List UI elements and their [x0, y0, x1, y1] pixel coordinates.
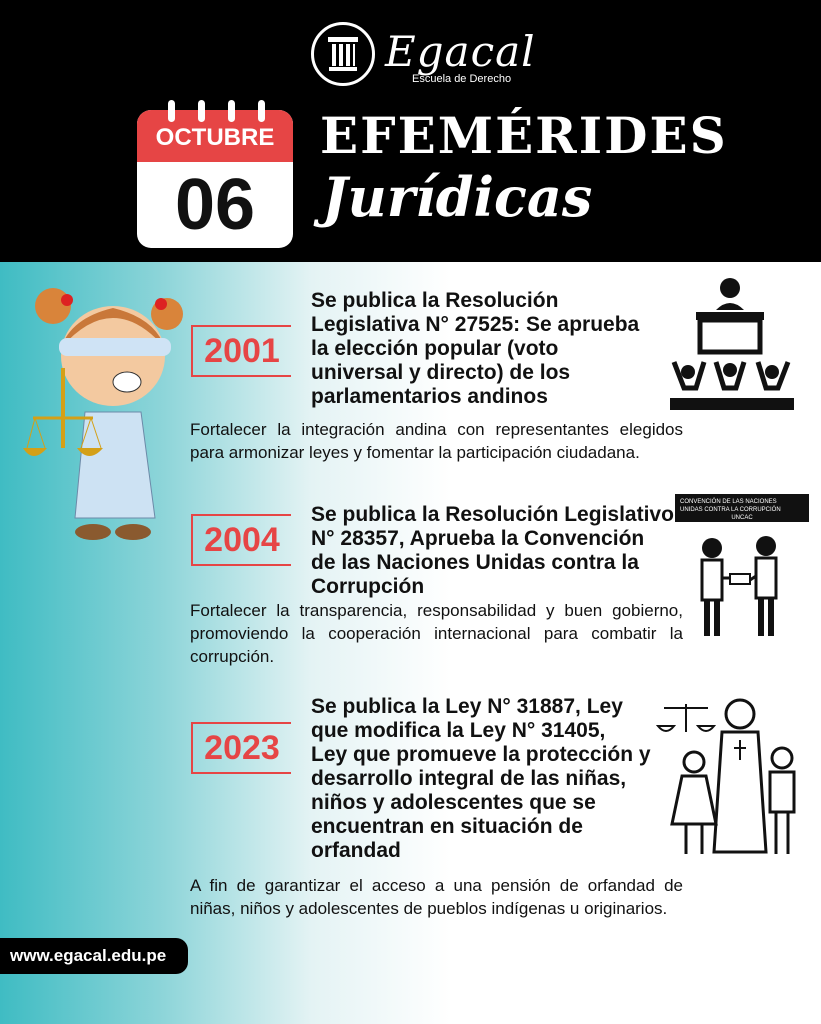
event-heading: Se publica la Resolución Legislativa N° 27525: Se aprueba la elección popular (voto universal y directo) de los parlamentarios andinos: [311, 289, 640, 408]
calendar-month: OCTUBRE: [155, 124, 275, 151]
calendar-widget: [137, 110, 293, 248]
brand-name: Egacal: [385, 27, 536, 76]
event-description: Fortalecer la transparencia, responsabilidad y buen gobierno, promoviendo la cooperación internacional para combatir la corrupción.: [190, 601, 683, 666]
event-description: Fortalecer la integración andina con representantes elegidos para armonizar leyes y fomentar la participación ciudadana.: [190, 420, 683, 462]
bribery-icon: [690, 530, 790, 640]
event-heading: Se publica la Resolución Legislativo N° 28357, Aprueba la Convención de las Naciones Unidas contra la Corrupción: [311, 503, 674, 598]
page-subtitle: Jurídicas: [322, 165, 593, 229]
event-heading: Se publica la Ley N° 31887, Ley que modifica la Ley N° 31405, Ley que promueve la protección y desarrollo integral de las niñas, niños y adolescentes que se encuentran en situación de orfandad: [311, 695, 651, 862]
calendar-ring: [258, 100, 265, 122]
website-link[interactable]: www.egacal.edu.pe: [0, 938, 188, 974]
event-description: A fin de garantizar el acceso a una pensión de orfandad de niñas, niños y adolescentes de pueblos indígenas u originarios.: [190, 876, 683, 918]
column-logo-icon: [314, 25, 372, 83]
brand-subtitle: Escuela de Derecho: [412, 73, 512, 85]
calendar-ring: [198, 100, 205, 122]
logo-circle: [311, 22, 375, 86]
page-title: EFEMÉRIDES: [320, 106, 728, 165]
lady-justice-mascot-icon: [15, 278, 205, 548]
event-year: 2023: [191, 722, 291, 774]
calendar-day: 06: [174, 165, 256, 245]
uncac-badge: CONVENCIÓN DE LAS NACIONES UNIDAS CONTRA LA CORRUPCIÓN UNCAC: [675, 494, 809, 522]
calendar-ring: [228, 100, 235, 122]
parliament-icon: [666, 276, 796, 416]
header: [0, 0, 821, 262]
calendar-header: [137, 110, 293, 162]
family-justice-icon: [656, 692, 801, 862]
calendar-ring: [168, 100, 175, 122]
event-year: 2004: [191, 514, 291, 566]
event-year: 2001: [191, 325, 291, 377]
